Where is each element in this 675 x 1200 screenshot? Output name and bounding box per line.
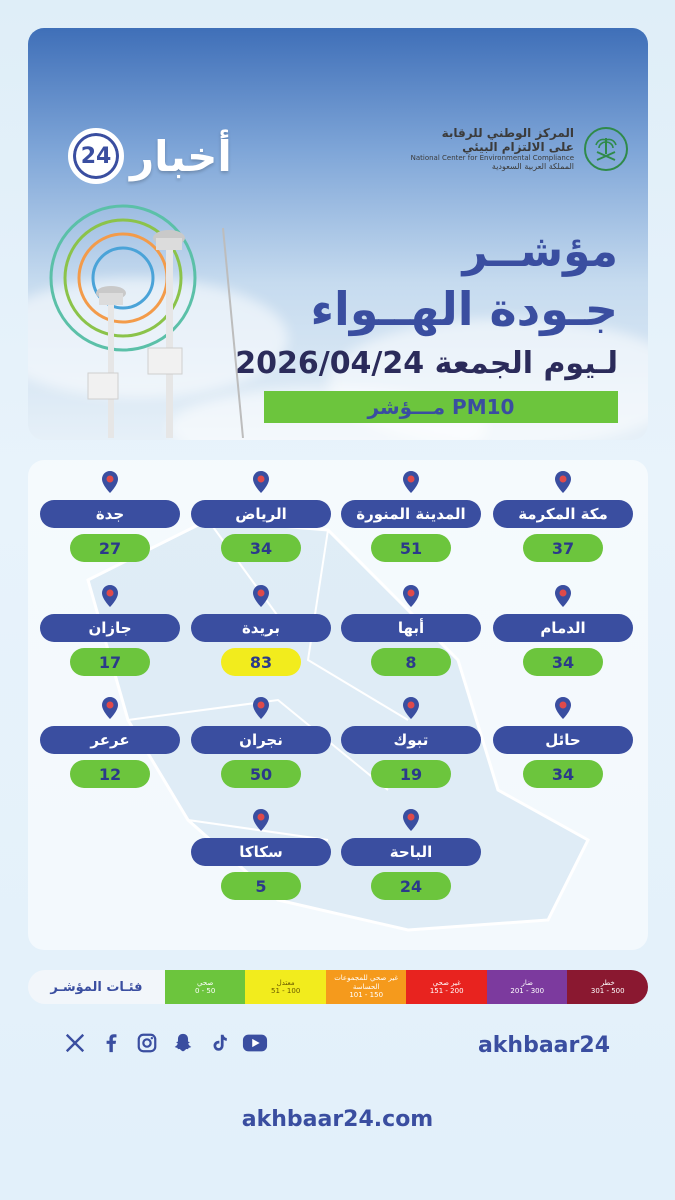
- ncec-logo: [411, 126, 628, 171]
- location-pin-icon: [249, 696, 273, 720]
- legend-range: 0 - 50: [194, 987, 216, 995]
- location-pin-icon: [399, 470, 423, 494]
- location-pin-icon: [98, 696, 122, 720]
- city-card: [191, 696, 331, 816]
- header-panel: [28, 28, 648, 440]
- x-icon[interactable]: [62, 1030, 88, 1056]
- location-pin-icon: [399, 584, 423, 608]
- location-pin-icon: [98, 584, 122, 608]
- city-name: بريدة: [191, 614, 331, 642]
- cities-map-panel: [28, 460, 648, 950]
- logo-number: 24: [68, 128, 124, 184]
- location-pin-icon: [249, 584, 273, 608]
- city-card: [191, 584, 331, 704]
- city-name: تبوك: [341, 726, 481, 754]
- logo-word: أخبار: [130, 131, 232, 181]
- youtube-icon[interactable]: [242, 1030, 268, 1056]
- city-value: 17: [70, 648, 150, 676]
- ncec-line-1: المركز الوطني للرقابة: [441, 126, 574, 140]
- city-card: [191, 470, 331, 590]
- location-pin-icon: [551, 584, 575, 608]
- city-value: 34: [523, 648, 603, 676]
- instagram-icon[interactable]: [134, 1030, 160, 1056]
- city-value: 83: [221, 648, 301, 676]
- legend-category-hazardous: [567, 970, 648, 1004]
- title-line-1: مؤشــر: [462, 226, 618, 277]
- city-card: [40, 696, 180, 816]
- legend-category-sensitive: [326, 970, 407, 1004]
- location-pin-icon: [98, 470, 122, 494]
- city-value: 19: [371, 760, 451, 788]
- city-name: المدينة المنورة: [341, 500, 481, 528]
- city-card: [40, 584, 180, 704]
- legend-category-harmful: [487, 970, 568, 1004]
- city-card: [341, 808, 481, 928]
- city-name: عرعر: [40, 726, 180, 754]
- air-monitoring-station-illustration: [48, 198, 268, 438]
- website-link[interactable]: akhbaar24.com: [241, 1107, 434, 1132]
- title-line-2: جـودة الهــواء: [310, 282, 618, 336]
- city-name: الدمام: [493, 614, 633, 642]
- location-pin-icon: [249, 470, 273, 494]
- location-pin-icon: [249, 808, 273, 832]
- ncec-line-3: National Center for Environmental Compliance: [410, 154, 574, 162]
- city-card: [493, 696, 633, 816]
- legend-range: 51 - 100: [271, 987, 301, 995]
- city-value: 34: [523, 760, 603, 788]
- palm-swords-emblem-icon: [584, 127, 628, 171]
- legend-category-moderate: [245, 970, 326, 1004]
- legend-category-unhealthy: [406, 970, 487, 1004]
- indicator-banner: مـــؤشر PM10: [264, 391, 618, 423]
- city-name: أبها: [341, 614, 481, 642]
- legend-range: 101 - 150: [349, 991, 384, 1000]
- city-card: [493, 470, 633, 590]
- ncec-line-4: المملكة العربية السعودية: [491, 162, 574, 171]
- social-icons: [62, 1030, 268, 1056]
- social-handle[interactable]: akhbaar24: [477, 1033, 610, 1058]
- city-value: 37: [523, 534, 603, 562]
- snapchat-icon[interactable]: [170, 1030, 196, 1056]
- city-value: 27: [70, 534, 150, 562]
- city-name: جدة: [40, 500, 180, 528]
- city-value: 24: [371, 872, 451, 900]
- legend-label: غير صحي للمجموعات الحساسة: [334, 974, 399, 991]
- city-name: حائل: [493, 726, 633, 754]
- legend-label: خطر: [600, 978, 615, 987]
- date-line: لـيوم الجمعة 2026/04/24: [235, 346, 618, 381]
- legend-range: 151 - 200: [429, 987, 464, 995]
- ncec-line-2: على الالتزام البيئي: [462, 140, 574, 154]
- city-card: [191, 808, 331, 928]
- location-pin-icon: [551, 696, 575, 720]
- city-card: [341, 470, 481, 590]
- city-name: الباحة: [341, 838, 481, 866]
- tiktok-icon[interactable]: [206, 1030, 232, 1056]
- city-value: 8: [371, 648, 451, 676]
- facebook-icon[interactable]: [98, 1030, 124, 1056]
- city-card: [341, 696, 481, 816]
- city-value: 51: [371, 534, 451, 562]
- location-pin-icon: [399, 808, 423, 832]
- legend-label: ضار: [521, 978, 533, 987]
- akhbaar24-logo: [68, 128, 232, 184]
- location-pin-icon: [399, 696, 423, 720]
- city-name: جازان: [40, 614, 180, 642]
- city-name: مكة المكرمة: [493, 500, 633, 528]
- city-card: [493, 584, 633, 704]
- location-pin-icon: [551, 470, 575, 494]
- city-value: 34: [221, 534, 301, 562]
- city-name: نجران: [191, 726, 331, 754]
- city-value: 5: [221, 872, 301, 900]
- legend-label: غير صحي: [432, 978, 461, 987]
- city-value: 50: [221, 760, 301, 788]
- legend-range: 201 - 300: [510, 987, 545, 995]
- legend-title: فئـات المؤشـر: [28, 970, 165, 1004]
- aqi-legend: [28, 970, 648, 1004]
- legend-category-healthy: [165, 970, 246, 1004]
- city-name: سكاكا: [191, 838, 331, 866]
- legend-range: 301 - 500: [590, 987, 625, 995]
- city-card: [341, 584, 481, 704]
- city-value: 12: [70, 760, 150, 788]
- legend-label: صحي: [197, 978, 214, 987]
- city-card: [40, 470, 180, 590]
- legend-label: معتدل: [276, 978, 295, 987]
- city-name: الرياض: [191, 500, 331, 528]
